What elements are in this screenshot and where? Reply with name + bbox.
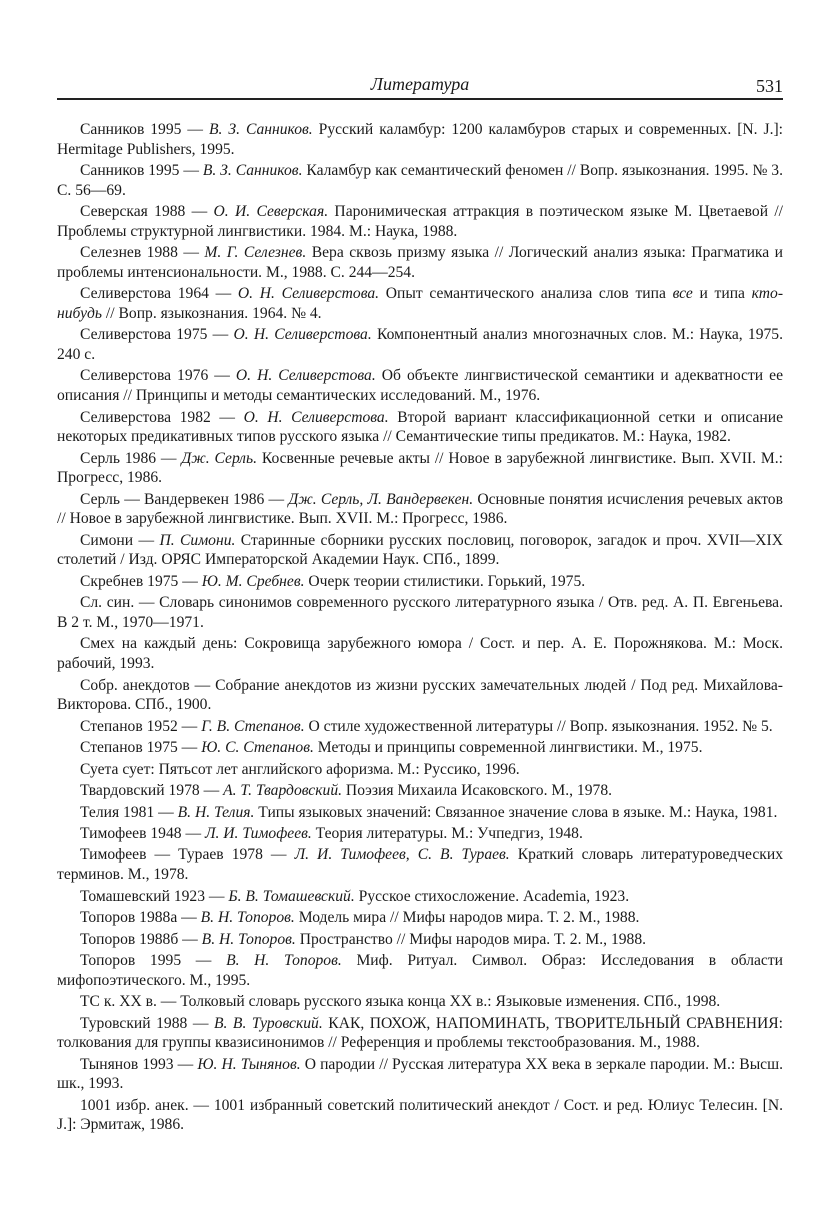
- entry-text: Собр. анекдотов — Собрание анекдотов из жизни русских замечательных людей / Под ред. Михайлова-Викторова. СПб., 1900.: [57, 676, 783, 714]
- entry-text: Селиверстова 1976 —: [80, 367, 236, 385]
- entry-author-italic: В. З. Санников.: [202, 162, 303, 180]
- entry-author-italic: Л. И. Тимофеев, С. В. Тураев.: [294, 846, 510, 864]
- entry-author-italic: О. Н. Селиверстова.: [237, 285, 380, 303]
- entry-text: Паронимическая аттракция в поэтическом языке М. Цветаевой // Проблемы структурной лингвистики. 1984. М.: Наука, 1988.: [57, 203, 783, 240]
- entry-text: Русский каламбур: 1200 каламбуров старых и современных. [N. J.]: Hermitage Publishers, 1995.: [57, 121, 784, 158]
- entry-text: Симони —: [80, 531, 160, 549]
- entry-text: Серль — Вандервекен 1986 —: [80, 490, 289, 508]
- bibliography-entry: [57, 887, 783, 907]
- entry-text: // Вопр. языкознания. 1964. № 4.: [102, 304, 322, 322]
- entry-author-italic: Ю. С. Степанов.: [201, 739, 314, 757]
- bibliography-entry: [57, 120, 783, 159]
- entry-text: О пародии // Русская литература XX века в зеркале пародии. М.: Высш. шк., 1993.: [57, 1055, 783, 1093]
- entry-text: Об объекте лингвистической семантики и адекватности ее описания // Принципы и методы семантических исследований. М., 1976.: [57, 367, 784, 405]
- entry-text: Основные понятия исчисления речевых актов // Новое в зарубежной лингвистике. Вып. XVII. М.: Прогресс, 1986.: [57, 490, 783, 528]
- bibliography-entry: [57, 572, 783, 592]
- entry-text: Миф. Ритуал. Символ. Образ: Исследования в области мифопоэтического. М., 1995.: [57, 952, 783, 989]
- entry-text: ТС к. XX в. — Толковый словарь русского языка конца XX в.: Языковые изменения. СПб., 1998.: [80, 993, 721, 1011]
- bibliography-entry: [57, 531, 783, 570]
- bibliography-entry: [57, 992, 783, 1012]
- entry-text: Методы и принципы современной лингвистики. М., 1975.: [313, 739, 703, 757]
- entry-author-italic: П. Симони.: [159, 531, 236, 549]
- bibliography-entry: [57, 951, 783, 990]
- entry-author-italic: все: [672, 285, 693, 303]
- entry-text: Второй вариант классификационной сетки и описание некоторых предикативных типов русского языка // Семантические типы предикатов. М.: Наука, 1982.: [57, 408, 783, 446]
- running-title: Литература: [370, 74, 470, 94]
- entry-text: Сл. син. — Словарь синонимов современного русского литературного языка / Отв. ред. А. П. Евгеньева. В 2 т. М., 1970—1971.: [57, 594, 783, 631]
- entry-text: Томашевский 1923 —: [80, 887, 229, 905]
- entry-text: Санников 1995 —: [80, 121, 209, 138]
- entry-text: Топоров 1988а —: [80, 909, 201, 927]
- entry-text: Модель мира // Мифы народов мира. Т. 2. М., 1988.: [294, 909, 640, 927]
- entry-text: Опыт семантического анализа слов типа: [379, 285, 673, 303]
- entry-author-italic: В. Н. Телия.: [177, 803, 255, 821]
- entry-text: Тимофеев — Тураев 1978 —: [80, 846, 295, 864]
- bibliography-entry: [57, 161, 783, 200]
- bibliography-entry: [57, 676, 783, 715]
- bibliography-list: [57, 120, 783, 1137]
- entry-text: Туровский 1988 —: [80, 1014, 214, 1032]
- entry-text: Степанов 1975 —: [80, 739, 202, 757]
- bibliography-entry: [57, 824, 783, 844]
- entry-text: Скребнев 1975 —: [80, 572, 202, 590]
- entry-text: Степанов 1952 —: [80, 717, 202, 735]
- bibliography-entry: [57, 325, 783, 364]
- bibliography-entry: [57, 738, 783, 758]
- entry-text: О стиле художественной литературы // Вопр. языкознания. 1952. № 5.: [304, 717, 773, 735]
- entry-author-italic: кто-нибудь: [57, 285, 784, 322]
- entry-text: Северская 1988 —: [80, 203, 214, 221]
- bibliography-entry: [57, 366, 783, 405]
- entry-author-italic: О. Н. Селиверстова.: [235, 367, 376, 385]
- entry-text: Смех на каждый день: Сокровища зарубежного юмора / Сост. и пер. А. Е. Порожнякова. М.: Моск. рабочий, 1993.: [57, 635, 783, 673]
- entry-text: КАК, ПОХОЖ, НАПОМИНАТЬ, ТВОРИТЕЛЬНЫЙ СРАВНЕНИЯ: толкования для группы квазисинонимов // Референция и проблемы текстообразования. М., 1988.: [57, 1014, 783, 1052]
- entry-author-italic: Б. В. Томашевский.: [228, 887, 355, 905]
- entry-text: Поэзия Михаила Исаковского. М., 1978.: [342, 782, 613, 800]
- entry-author-italic: А. Т. Твардовский.: [223, 782, 343, 800]
- entry-text: Серль 1986 —: [80, 449, 182, 467]
- entry-text: Пространство // Мифы народов мира. Т. 2. М., 1988.: [295, 930, 647, 948]
- bibliography-entry: [57, 930, 783, 950]
- bibliography-entry: [57, 781, 783, 801]
- entry-text: Теория литературы. М.: Учпедгиз, 1948.: [311, 825, 583, 842]
- entry-text: Топоров 1995 —: [80, 952, 227, 970]
- bibliography-entry: [57, 243, 783, 282]
- entry-text: Суета сует: Пятьсот лет английского афоризма. М.: Руссико, 1996.: [80, 760, 520, 778]
- entry-text: Косвенные речевые акты // Новое в зарубежной лингвистике. Вып. XVII. М.: Прогресс, 1986.: [57, 449, 783, 487]
- entry-text: Краткий словарь литературоведческих терминов. М., 1978.: [57, 846, 783, 884]
- bibliography-entry: [57, 1096, 783, 1135]
- entry-author-italic: Дж. Серль.: [181, 449, 257, 467]
- entry-text: Селиверстова 1964 —: [80, 285, 238, 303]
- entry-text: Русское стихосложение. Academia, 1923.: [354, 887, 630, 905]
- entry-text: Тимофеев 1948 —: [80, 825, 205, 842]
- entry-author-italic: О. И. Северская.: [213, 203, 329, 221]
- bibliography-entry: [57, 449, 783, 488]
- entry-text: Селезнев 1988 —: [80, 244, 205, 262]
- bibliography-entry: [57, 284, 783, 323]
- entry-text: Селиверстова 1982 —: [80, 408, 244, 426]
- entry-text: Компонентный анализ многозначных слов. М.: Наука, 1975. 240 с.: [57, 326, 784, 363]
- entry-text: Очерк теории стилистики. Горький, 1975.: [304, 572, 586, 590]
- entry-text: Каламбур как семантический феномен // Вопр. языкознания. 1995. № 3. С. 56—69.: [57, 162, 783, 199]
- entry-author-italic: Л. И. Тимофеев.: [204, 825, 312, 842]
- page-header: [57, 72, 783, 100]
- bibliography-entry: [57, 1055, 783, 1094]
- entry-text: Тынянов 1993 —: [80, 1055, 198, 1073]
- bibliography-entry: [57, 908, 783, 928]
- entry-author-italic: О. Н. Селиверстова.: [233, 326, 372, 344]
- entry-author-italic: Г. В. Степанов.: [201, 717, 305, 735]
- bibliography-entry: [57, 490, 783, 529]
- bibliography-entry: [57, 717, 783, 737]
- entry-author-italic: В. Н. Топоров.: [201, 930, 296, 948]
- entry-text: Телия 1981 —: [80, 803, 178, 821]
- entry-text: Санников 1995 —: [80, 162, 203, 180]
- bibliography-entry: [57, 803, 783, 823]
- page-number: 531: [756, 76, 783, 96]
- entry-author-italic: В. Н. Топоров.: [200, 909, 295, 927]
- entry-text: и типа: [692, 285, 752, 303]
- entry-text: Старинные сборники русских пословиц, поговорок, загадок и проч. XVII—XIX столетий / Изд. ОРЯС Императорской Академии Наук. СПб., 1899.: [57, 531, 783, 569]
- bibliography-entry: [57, 202, 783, 241]
- entry-author-italic: М. Г. Селезнев.: [204, 244, 307, 262]
- bibliography-entry: [57, 845, 783, 884]
- entry-author-italic: В. З. Санников.: [208, 121, 313, 138]
- entry-author-italic: Ю. Н. Тынянов.: [197, 1055, 301, 1073]
- entry-author-italic: В. В. Туровский.: [213, 1014, 323, 1032]
- entry-text: Типы языковых значений: Связанное значение слова в языке. М.: Наука, 1981.: [254, 803, 778, 821]
- entry-author-italic: Дж. Серль, Л. Вандервекен.: [288, 490, 474, 508]
- entry-author-italic: Ю. М. Сребнев.: [201, 572, 305, 590]
- entry-text: Селиверстова 1975 —: [80, 326, 234, 344]
- bibliography-entry: [57, 593, 783, 632]
- bibliography-entry: [57, 408, 783, 447]
- entry-text: 1001 избр. анек. — 1001 избранный советский политический анекдот / Сост. и ред. Юлиус Телесин. [N. J.]: Эрмитаж, 1986.: [57, 1096, 783, 1134]
- entry-text: Вера сквозь призму языка // Логический анализ языка: Прагматика и проблемы интенсиональности. М., 1988. С. 244—254.: [57, 244, 783, 281]
- bibliography-entry: [57, 634, 783, 673]
- entry-author-italic: О. Н. Селиверстова.: [243, 408, 389, 426]
- bibliography-entry: [57, 1014, 783, 1053]
- entry-text: Топоров 1988б —: [80, 930, 202, 948]
- entry-author-italic: В. Н. Топоров.: [226, 952, 342, 970]
- bibliography-entry: [57, 760, 783, 780]
- entry-text: Твардовский 1978 —: [80, 782, 224, 800]
